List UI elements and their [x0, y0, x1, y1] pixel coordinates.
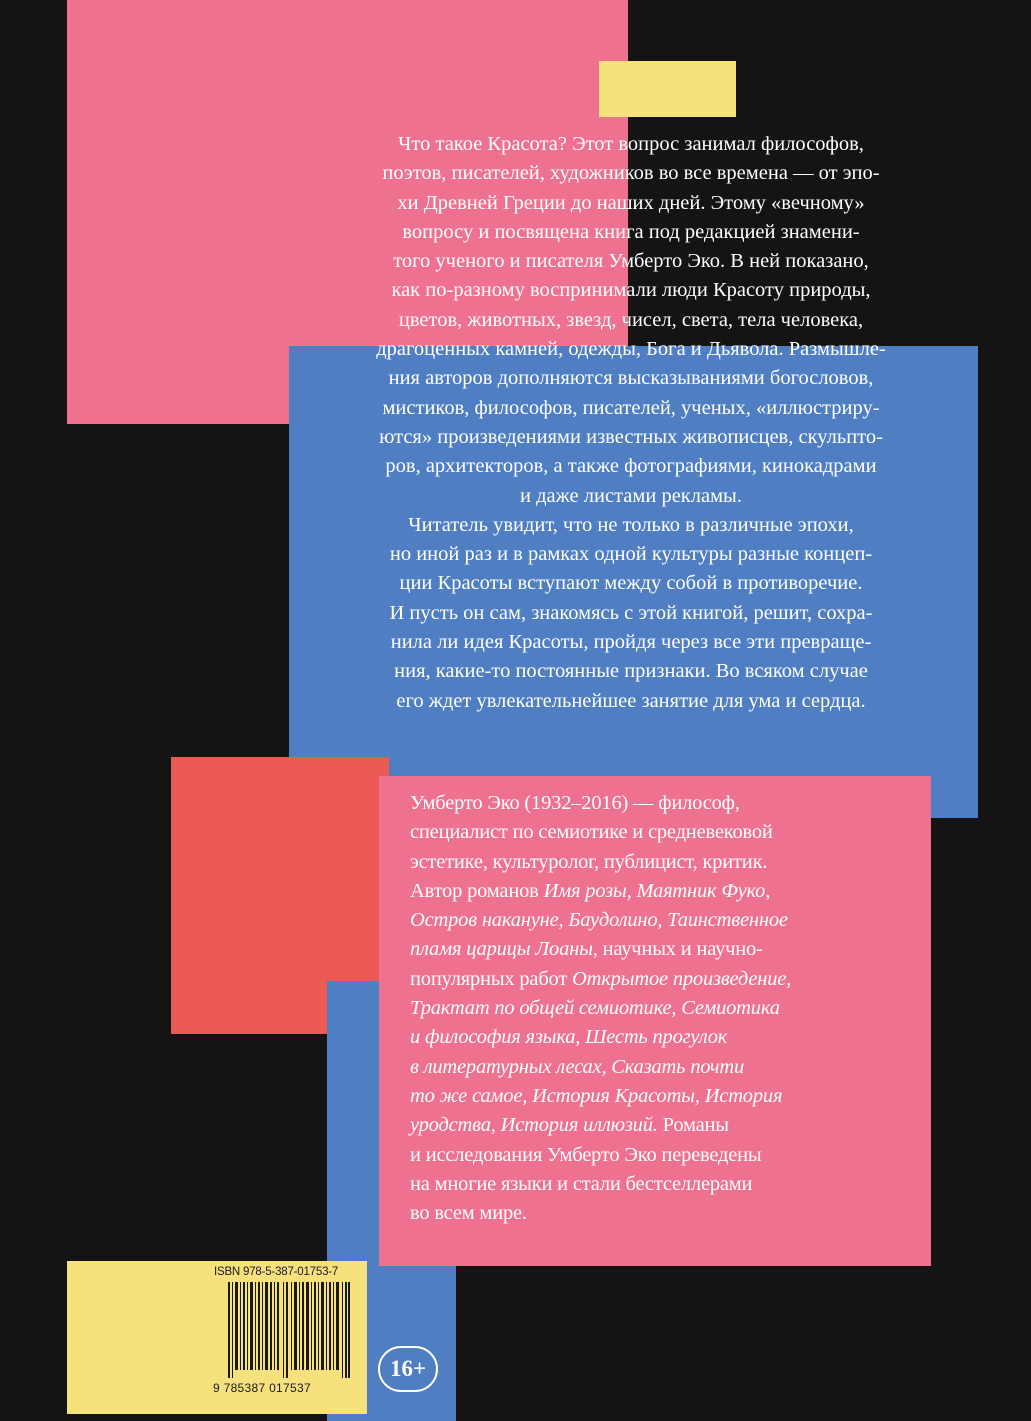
book-description: [316, 130, 946, 716]
bio-title-italic: Открытое произведение,: [572, 967, 792, 990]
age-rating-badge: 16+: [378, 1346, 438, 1392]
bio-text: Автор романов: [410, 879, 544, 902]
bio-title-italic: пламя царицы Лоаны: [410, 938, 593, 961]
description-line: ния авторов дополняются высказываниями богословов,: [388, 367, 874, 390]
description-line: нила ли идея Красоты, пройдя через все эти превраще-: [390, 631, 872, 654]
isbn-label: ISBN 978-5-387-01753-7: [214, 1266, 339, 1278]
description-line: того ученого и писателя Умберто Эко. В ней показано,: [393, 250, 869, 273]
author-bio: [410, 789, 900, 1228]
description-line: Что такое Красота? Этот вопрос занимал философов,: [398, 133, 864, 155]
yellow-block-small: [599, 61, 736, 117]
description-line: и даже листами рекламы.: [520, 484, 742, 507]
bio-line: [410, 877, 900, 906]
bio-line: и исследования Умберто Эко переведены: [410, 1143, 762, 1166]
description-line: цветов, животных, звезд, чисел, света, тела человека,: [398, 308, 864, 331]
bio-title-italic: уродства, История иллюзий.: [410, 1114, 658, 1137]
bio-line: [410, 1023, 900, 1052]
bio-line: [410, 935, 900, 964]
bio-line: эстетике, культуролог, публицист, критик.: [410, 850, 768, 873]
bio-line: [410, 906, 900, 935]
bio-line: [410, 965, 900, 994]
description-line: ния, какие-то постоянные признаки. Во всяком случае: [394, 660, 868, 683]
description-line: мистиков, философов, писателей, ученых, «иллюстриру-: [382, 396, 880, 419]
description-line: как по-разному воспринимали люди Красоту природы,: [391, 279, 871, 302]
barcode-number: 9 785387 017537: [213, 1381, 311, 1395]
bio-line: Умберто Эко (1932–2016) — философ,: [410, 792, 740, 814]
description-line: поэтов, писателей, художников во все времена — от эпо-: [382, 162, 880, 185]
bio-line: [410, 994, 900, 1023]
description-line: Читатель увидит, что не только в различные эпохи,: [408, 513, 854, 536]
bio-line: [410, 1053, 900, 1082]
description-line: И пусть он сам, знакомясь с этой книгой, решит, сохра-: [389, 601, 873, 624]
description-line: ются» произведениями известных живописцев, скульпто-: [379, 425, 883, 448]
bio-title-italic: то же самое, История Красоты, История: [410, 1084, 783, 1107]
bio-title-italic: в литературных лесах, Сказать почти: [410, 1055, 745, 1078]
bio-line: [410, 1082, 900, 1111]
bio-title-italic: и философия языка, Шесть прогулок: [410, 1026, 728, 1049]
bio-title-italic: Трактат по общей семиотике, Семиотика: [410, 997, 780, 1020]
bio-text: Романы: [657, 1114, 729, 1137]
bio-title-italic: Остров накануне, Баудолино, Таинственное: [410, 909, 788, 932]
bio-line: во всем мире.: [410, 1202, 527, 1225]
bio-line: на многие языки и стали бестселлерами: [410, 1172, 753, 1195]
bio-line: [410, 1111, 900, 1140]
bio-text: , научных и научно-: [592, 938, 763, 961]
bio-title-italic: Имя розы, Маятник Фуко,: [543, 879, 771, 902]
description-line: его ждет увлекательнейшее занятие для ума и сердца.: [396, 689, 866, 712]
bio-line: специалист по семиотике и средневековой: [410, 821, 773, 844]
description-line: вопросу и посвящена книга под редакцией знамени-: [402, 220, 860, 243]
description-line: хи Древней Греции до наших дней. Этому «вечному»: [397, 191, 865, 214]
description-line: драгоценных камней, одежды, Бога и Дьявола. Размышле-: [376, 338, 886, 361]
description-line: ров, архитекторов, а также фотографиями, кинокадрами: [385, 455, 877, 478]
description-line: ции Красоты вступают между собой в противоречие.: [399, 572, 863, 595]
barcode-icon: [228, 1282, 350, 1378]
bio-text: популярных работ: [410, 967, 573, 990]
description-line: но иной раз и в рамках одной культуры разные концеп-: [389, 543, 873, 566]
